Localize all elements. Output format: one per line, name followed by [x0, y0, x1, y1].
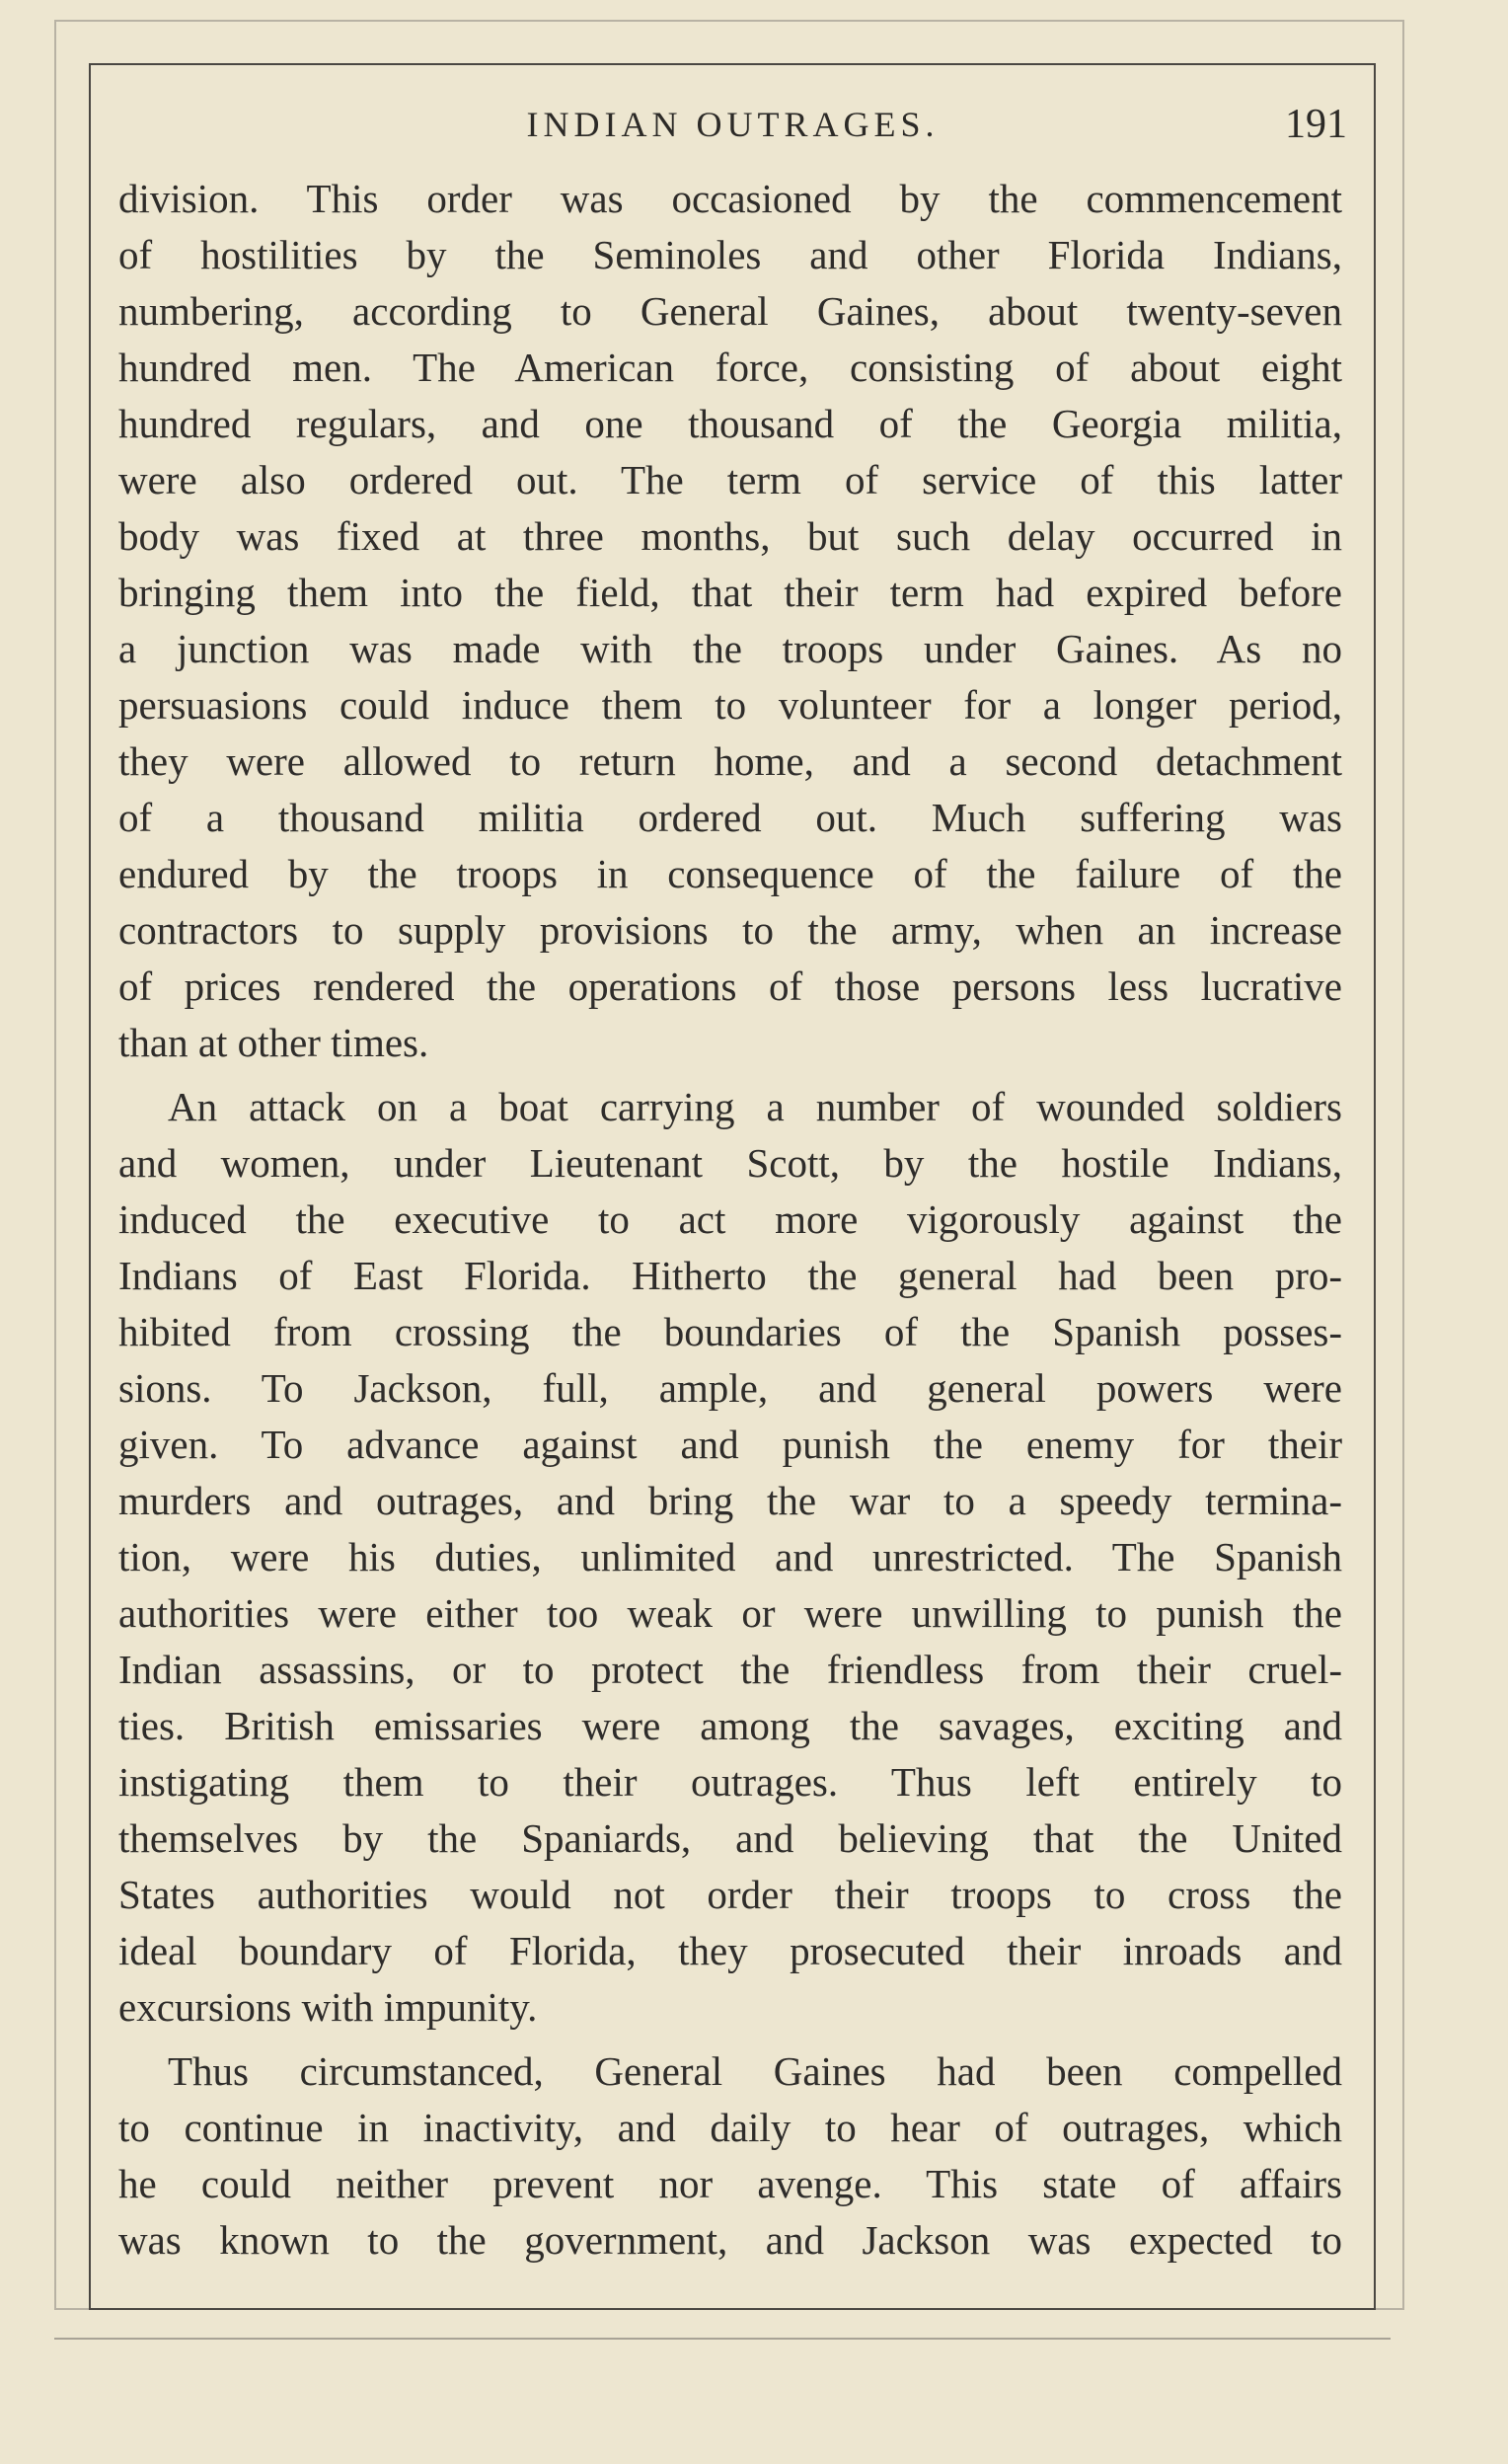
text-line: sions. To Jackson, full, ample, and general powers were	[118, 1365, 1342, 1411]
text-line: An attack on a boat carrying a number of wounded soldiers	[168, 1084, 1342, 1129]
text-line: a junction was made with the troops under Gaines. As no	[118, 626, 1342, 671]
text-line: bringing them into the field, that their term had expired before	[118, 570, 1342, 615]
running-head: INDIAN OUTRAGES.	[526, 105, 940, 144]
text-line: they were allowed to return home, and a second detachment	[118, 738, 1342, 784]
text-line: to continue in inactivity, and daily to hear of outrages, which	[118, 2105, 1342, 2150]
text-line: of a thousand militia ordered out. Much suffering was	[118, 795, 1342, 840]
text-line: murders and outrages, and bring the war to a speedy termina-	[118, 1478, 1342, 1523]
text-line: hibited from crossing the boundaries of the Spanish posses-	[118, 1309, 1342, 1354]
text-line: body was fixed at three months, but such delay occurred in	[118, 513, 1342, 559]
text-line: he could neither prevent nor avenge. This state of affairs	[118, 2161, 1342, 2206]
paragraph-3	[118, 2043, 1342, 2269]
text-line: tion, were his duties, unlimited and unrestricted. The Spanish	[118, 1534, 1342, 1579]
text-line: excursions with impunity.	[118, 1984, 538, 2030]
text-line: States authorities would not order their troops to cross the	[118, 1872, 1342, 1917]
text-line: ideal boundary of Florida, they prosecuted their inroads and	[118, 1928, 1342, 1973]
text-line: contractors to supply provisions to the army, when an increase	[118, 907, 1342, 953]
text-line: given. To advance against and punish the enemy for their	[118, 1422, 1342, 1467]
paragraph-1	[118, 171, 1342, 1071]
text-line: were also ordered out. The term of service of this latter	[118, 457, 1342, 502]
text-line: induced the executive to act more vigorously against the	[118, 1196, 1342, 1242]
text-line: authorities were either too weak or were unwilling to punish the	[118, 1590, 1342, 1636]
body-text	[118, 171, 1342, 2269]
text-line: of prices rendered the operations of those persons less lucrative	[118, 963, 1342, 1009]
text-line: persuasions could induce them to volunteer for a longer period,	[118, 682, 1342, 728]
page-header	[118, 99, 1347, 150]
text-line: Indian assassins, or to protect the friendless from their cruel-	[118, 1647, 1342, 1692]
paragraph-2	[118, 1079, 1342, 2036]
text-line: was known to the government, and Jackson was expected to	[118, 2217, 1342, 2263]
text-line: Thus circumstanced, General Gaines had been compelled	[168, 2048, 1342, 2094]
text-line: of hostilities by the Seminoles and other Florida Indians,	[118, 232, 1342, 277]
text-line: hundred men. The American force, consisting of about eight	[118, 345, 1342, 390]
text-line: themselves by the Spaniards, and believing that the United	[118, 1815, 1342, 1861]
text-line: and women, under Lieutenant Scott, by the hostile Indians,	[118, 1140, 1342, 1186]
text-line: Indians of East Florida. Hitherto the general had been pro-	[118, 1253, 1342, 1298]
text-line: endured by the troops in consequence of the failure of the	[118, 851, 1342, 896]
page-number: 191	[1285, 102, 1347, 147]
text-line: instigating them to their outrages. Thus left entirely to	[118, 1759, 1342, 1805]
bottom-rule	[54, 2338, 1391, 2340]
text-line: hundred regulars, and one thousand of the Georgia militia,	[118, 401, 1342, 446]
text-line: division. This order was occasioned by the commencement	[118, 176, 1342, 221]
text-line: than at other times.	[118, 1020, 429, 1065]
text-line: numbering, according to General Gaines, about twenty-seven	[118, 288, 1342, 334]
text-line: ties. British emissaries were among the savages, exciting and	[118, 1703, 1342, 1748]
